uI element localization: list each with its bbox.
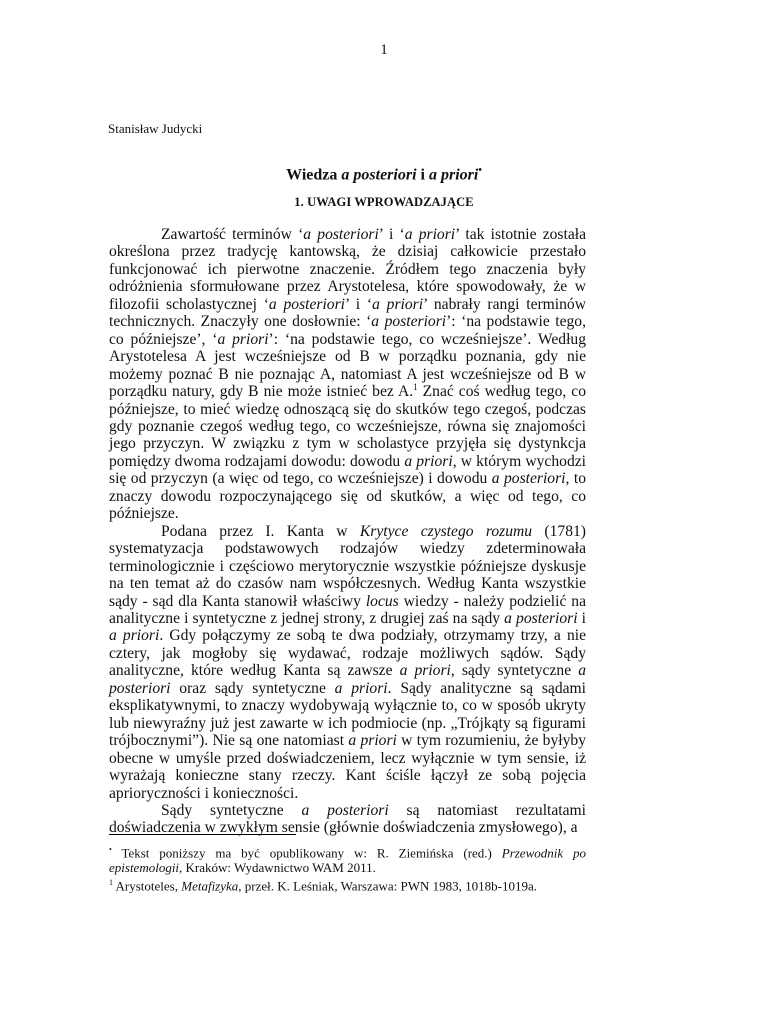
- text-run: ’ i ‘: [345, 295, 373, 313]
- italic-term: a posteriori: [504, 609, 578, 627]
- italic-term: a posteriori: [303, 226, 379, 243]
- text-run: w tym rozumieniu, że byłyby obecne w umyśle przed doświadczeniem, lecz wyłącznie w tym sensie, iż wyrażają konieczne stany rzeczy. Kant ściśle łączył ze sobą pojęcia aprioryczności i konieczności.: [109, 732, 586, 802]
- title-italic-term: a priori: [428, 166, 479, 184]
- italic-term: a posteriori: [491, 470, 566, 488]
- text-run: (1781) systematyzacja podstawowych rodzajów wiedzy zdeterminowała terminologicznie i częściowo merytorycznie wszystkie późniejsze dyskusje na ten temat aż do czasów nam współczesnych. Według Kanta wszystkie sądy - sąd dla Kanta stanowił właściwy: [109, 522, 586, 610]
- text-run: , przeł. K. Leśniak, Warszawa: PWN 1983, 1018b-1019a.: [238, 878, 538, 894]
- italic-term: a posteriori: [371, 313, 447, 331]
- text-run: oraz sądy syntetyczne: [170, 679, 335, 697]
- text-run: Arystoteles,: [113, 878, 182, 894]
- text-run: Zawartość terminów ‘: [161, 226, 304, 243]
- footnote-marker: •: [109, 845, 112, 854]
- text-run: , w którym wychodzi się od przyczyn (a więc od tego, co wcześniejsze) i dowodu: [109, 452, 586, 488]
- text-run: Sądy syntetyczne: [161, 801, 302, 819]
- article-title: [0, 165, 768, 184]
- text-run: ’: ‘na podstawie tego, co późniejsze’, ‘: [109, 313, 587, 348]
- italic-term: Krytyce czystego rozumu: [359, 522, 533, 540]
- title-footnote-marker: •: [478, 165, 482, 176]
- italic-term: a priori: [372, 295, 424, 313]
- paragraph: [109, 226, 586, 523]
- footnote-marker: 1: [109, 878, 113, 888]
- page-number: 1: [380, 42, 388, 58]
- italic-term: a priori: [404, 226, 456, 243]
- footnote-marker: 1: [413, 381, 418, 392]
- italic-term: a posteriori: [301, 801, 389, 819]
- text-run: , sądy syntetyczne: [450, 662, 579, 680]
- title-text: Wiedza: [286, 166, 342, 184]
- text-run: Podana przez I. Kanta w: [161, 522, 360, 540]
- italic-term: Przewodnik po epistemologii: [109, 845, 586, 876]
- title-italic-term: a posteriori: [341, 166, 417, 184]
- text-run: . Gdy połączymy ze sobą te dwa podziały, otrzymamy trzy, a nie cztery, jak mogłoby się wydawać, rodzaje możliwych sądów. Sądy analityczne, które według Kanta są zawsze: [109, 627, 587, 680]
- text-run: ’ i ‘: [378, 226, 405, 243]
- text-run: ’ tak istotnie została określona przez tradycję kantowską, że dzisiaj całkowicie przestało funkcjonować ich pierwotne znaczenie. Źródłem tego znaczenia były odróżnienia sformułowane przez Arystotelesa, które spowodowały, że w filozofii scholastycznej ‘: [109, 226, 587, 313]
- italic-term: a priori: [334, 679, 388, 697]
- text-run: ’: ‘na podstawie tego, co wcześniejsze’. Według Arystotelesa A jest wcześniejsze od B w porządku poznania, gdy nie możemy poznać B nie poznając A, natomiast A jest wcześniejsze od B w porządku natury, gdy B nie może istnieć bez A.: [109, 330, 586, 401]
- text-run: Tekst poniższy ma być opublikowany w: R. Ziemińska (red.): [111, 845, 502, 861]
- title-text: i: [416, 166, 429, 184]
- footnote: [109, 875, 586, 893]
- italic-term: a posteriori: [109, 662, 586, 697]
- italic-term: Metafizyka: [181, 878, 239, 894]
- text-run: i: [577, 609, 586, 627]
- paragraph: [109, 523, 586, 802]
- italic-term: a posteriori: [268, 295, 345, 313]
- text-run: , Kraków: Wydawnictwo WAM 2011.: [179, 860, 376, 876]
- body-text: [109, 226, 586, 837]
- text-run: są natomiast rezultatami doświadczenia w zwykłym sensie (głównie doświadczenia zmysłowego), a: [109, 801, 587, 837]
- text-run: ’ nabrały rangi terminów technicznych. Znaczyły one dosłownie: ‘: [109, 295, 586, 331]
- author-name: Stanisław Judycki: [108, 121, 203, 136]
- text-run: Znać coś według tego, co późniejsze, to mieć wiedzę odnoszącą się do skutków tego czegoś, podczas gdy poznanie czegoś według tego, co wcześniejsze, równa się znajomości jego przyczyn. W związku z tym w scholastyce przyjęła się dystynkcja pomiędzy dwoma rodzajami dowodu: dowodu: [109, 383, 586, 470]
- italic-term: a priori: [109, 627, 160, 645]
- footnote-divider: [109, 834, 296, 835]
- italic-term: a priori: [399, 662, 451, 680]
- section-heading: 1. UWAGI WPROWADZAJĄCE: [294, 195, 474, 209]
- italic-term: a priori: [404, 452, 453, 470]
- italic-term: a priori: [217, 330, 269, 348]
- paragraph: [109, 802, 586, 837]
- italic-term: a priori: [348, 732, 397, 750]
- italic-term: locus: [365, 592, 399, 610]
- text-run: . Sądy analityczne są sądami eksplikatywnymi, to znaczy wydobywają wyłącznie to, co w sposób ukryty lub niewyraźny już jest zawarte w ich podmiocie (np. „Trójkąty są figurami trójbocznymi”). Nie są one natomiast: [109, 679, 586, 750]
- footnote: [109, 842, 586, 875]
- text-run: wiedzy - należy podzielić na analityczne i syntetyczne z jednej strony, z drugiej zaś na sądy: [109, 592, 586, 627]
- text-run: , to znaczy dowodu rozpoczynającego się od skutków, a więc od tego, co późniejsze.: [109, 470, 586, 523]
- footnotes: [109, 842, 586, 894]
